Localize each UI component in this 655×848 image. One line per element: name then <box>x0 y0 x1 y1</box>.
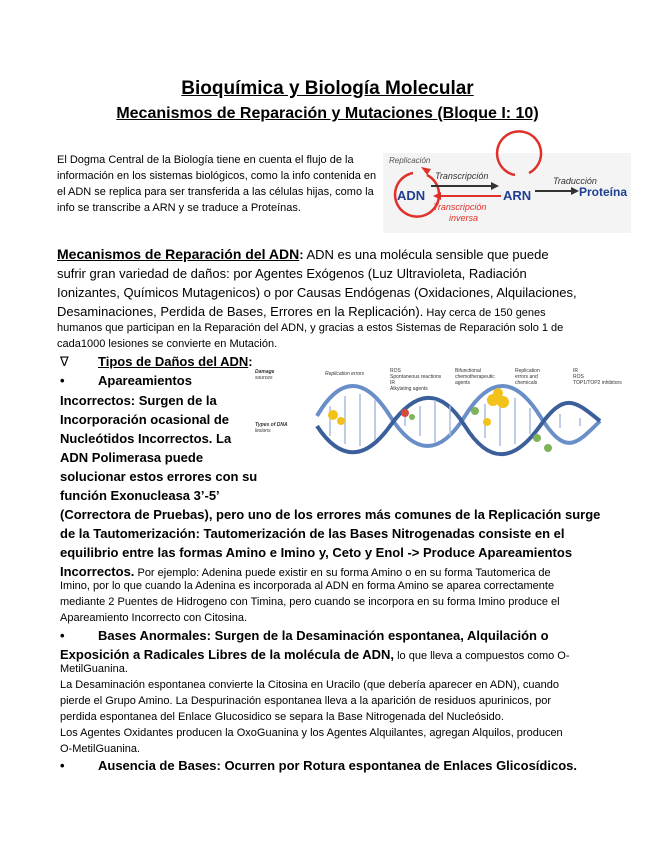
bases-anormales-line-2: Exposición a Radicales Libres de la molécula de ADN, lo que lleva a compuestos como O- <box>60 647 570 662</box>
transcripcion-label: Transcripción <box>435 171 489 181</box>
proteina-label: Proteína <box>579 185 628 199</box>
triangle-marker: ∇ <box>60 354 69 369</box>
section-heading: Mecanismos de Reparación del ADN <box>57 246 300 262</box>
svg-text:TOP1/TOP2 inhibitors: TOP1/TOP2 inhibitors <box>573 380 622 386</box>
replicacion-label: Replicación <box>389 156 431 165</box>
bases-anormales-small-4: Los Agentes Oxidantes producen la OxoGuanina y los Agentes Alquilantes, agregan Alquilos, producen <box>60 727 563 739</box>
apareamientos-line-1: • Apareamientos <box>60 373 192 388</box>
dna-damage-figure <box>255 366 622 451</box>
bullet: • <box>60 373 65 388</box>
tipos-heading: Tipos de Daños del ADN <box>98 354 249 369</box>
svg-text:ROS: ROS <box>573 374 584 380</box>
svg-text:Alkylating agents: Alkylating agents <box>390 386 428 392</box>
bases-anormales-small-5: O-MetilGuanina. <box>60 743 141 755</box>
svg-text:ROS: ROS <box>390 368 401 374</box>
apareamientos-wide-line-1: (Correctora de Pruebas), pero uno de los errores más comunes de la Replicación surge <box>60 507 601 522</box>
bases-anormales-small-2: pierde el Grupo Amino. La Despurinación espontanea lleva a la aparición de residuos apurinicos, por <box>60 695 552 707</box>
apareamientos-wide-line-3: equilibrio entre las formas Amino e Imino y, Ceto y Enol -> Produce Apareamientos <box>60 545 573 560</box>
svg-text:Spontaneous reactions: Spontaneous reactions <box>390 374 442 380</box>
apareamientos-line-3: Incorporación ocasional de <box>60 412 230 427</box>
apareamientos-line-6: solucionar estos errores con su <box>60 469 258 484</box>
svg-text:chemotherapeutic: chemotherapeutic <box>455 374 495 380</box>
svg-text:inversa: inversa <box>449 213 479 223</box>
svg-text:errors and: errors and <box>515 374 538 380</box>
section-p2-line-2: cada1000 lesiones se convierte en Mutación. <box>57 338 278 350</box>
tipos-heading-line: ∇ Tipos de Daños del ADN: <box>60 354 253 369</box>
section-p1-line-2: sufrir gran variedad de daños: por Agentes Exógenos (Luz Ultravioleta, Radiación <box>57 266 527 281</box>
section-p2-line-1: humanos que participan en la Reparación del ADN, y gracias a estos Sistemas de Reparación solo 1 de <box>57 322 564 334</box>
section-p1-line-3: Ionizantes, Químicos Mutagenicos) o por Causas Endógenas (Oxidaciones, Alquilaciones, <box>57 285 577 300</box>
svg-text:Bifunctional: Bifunctional <box>455 368 481 374</box>
ausencia-bases-line: • Ausencia de Bases: Ocurren por Rotura espontanea de Enlaces Glicosídicos. <box>60 758 577 773</box>
bases-anormales-line-3: MetilGuanina. <box>60 663 128 675</box>
svg-text:Types of DNA: Types of DNA <box>255 422 288 428</box>
apareamientos-line-5: ADN Polimerasa puede <box>60 450 204 465</box>
bases-anormales-small-1: La Desaminación espontanea convierte la Citosina en Uracilo (que debería aparecer en ADN), cuando <box>60 679 559 691</box>
bases-anormales-small-3: perdida espontanea del Enlace Glucosidico se separa la Base Nitrogenada del Nucleósido. <box>60 711 504 723</box>
apareamientos-wide-line-4: Incorrectos. Por ejemplo: Adenina puede existir en su forma Amino o en su forma Tautomerica de <box>60 564 551 579</box>
arn-label: ARN <box>503 188 532 203</box>
page-title: Bioquímica y Biología Molecular <box>181 78 474 99</box>
svg-text:Replication errors: Replication errors <box>325 371 365 377</box>
svg-text:IR: IR <box>390 380 395 386</box>
svg-text:Replication: Replication <box>515 368 540 374</box>
bases-anormales-line-1: • Bases Anormales: Surgen de la Desaminación espontanea, Alquilación o <box>60 628 549 643</box>
apareamientos-line-7: función Exonucleasa 3’-5’ <box>60 488 220 503</box>
apareamientos-wide-line-2: de la Tautomerización: Tautomerización de las Bases Nitrogenadas consiste en el <box>60 526 565 541</box>
apareamientos-line-4: Nucleótidos Incorrectos. La <box>60 431 232 446</box>
transcripcion-inversa-label: Transcripción <box>433 202 487 212</box>
section-p1-line-4: Desaminaciones, Perdida de Bases, Errores en la Replicación). Hay cerca de 150 genes <box>57 304 546 319</box>
bullet: • <box>60 628 65 643</box>
apareamientos-small-line-1: Imino, por lo que cuando la Adenina es incorporada al ADN en forma Amino se aparea correctamente <box>60 580 555 592</box>
svg-text:lesions: lesions <box>255 428 271 434</box>
bullet: • <box>60 758 65 773</box>
apareamientos-small-line-2: mediante 2 Puentes de Hidrogeno con Timina, pero cuando se incorpora en su forma Imino produce el <box>60 596 560 608</box>
svg-text:agents: agents <box>455 380 471 386</box>
central-dogma-diagram <box>383 153 631 233</box>
svg-text:Damage: Damage <box>255 369 275 375</box>
intro-paragraph: El Dogma Central de la Biología tiene en cuenta el flujo de la información en los sistemas biológicos, como la info contenida en el ADN se replica para ser transferida a las células hijas, como la info se transcribe a ARN y se traduce a Proteínas. <box>57 154 377 214</box>
lesion-marker <box>328 410 338 420</box>
page-subtitle: Mecanismos de Reparación y Mutaciones (Bloque I: 10) <box>116 105 539 122</box>
svg-text:IR: IR <box>573 368 578 374</box>
apareamientos-line-2: Incorrectos: Surgen de la <box>60 393 217 408</box>
section-repair-heading-line: Mecanismos de Reparación del ADN: ADN es una molécula sensible que puede <box>57 246 549 262</box>
apareamientos-small-line-3: Apareamiento Incorrecto con Citosina. <box>60 612 248 624</box>
svg-text:sources: sources <box>255 375 273 381</box>
adn-label: ADN <box>397 188 426 203</box>
svg-text:chemicals: chemicals <box>515 380 538 386</box>
traduccion-label: Traducción <box>553 176 597 186</box>
